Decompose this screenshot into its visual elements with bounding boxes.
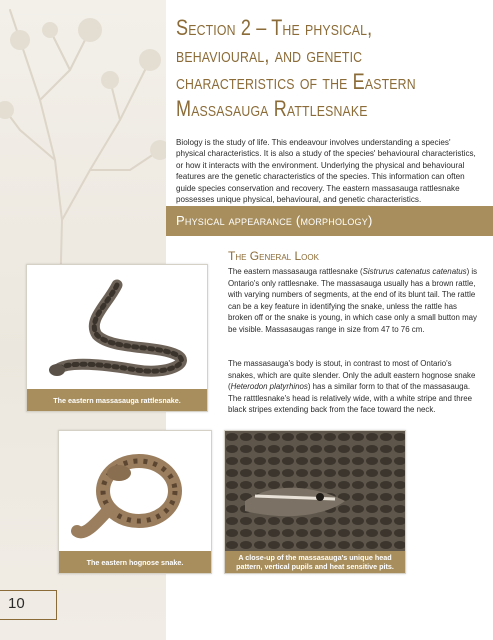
massasauga-photo-card [26, 264, 208, 412]
hognose-photo-card [58, 430, 212, 574]
closeup-caption: A close-up of the massasauga's unique head pattern, vertical pupils and heat sensitive pits. [225, 551, 405, 573]
intro-paragraph: Biology is the study of life. This endeavour involves understanding a species' physical characteristics. It is also a study of the species' behavioural characteristics, or how it interacts with the environment. Underlying the physical and behavioural features are the genetic characteristics of the species. This information can often guide species conservation and recovery. The eastern massasauga rattlesnake possesses unique physical, behavioural, and genetic characteristics. [176, 138, 476, 205]
section-bar-label: Physical appearance (morphology) [176, 213, 373, 228]
scientific-name-hognose: Heterodon platyrhinos [230, 382, 308, 392]
tree-silhouette-illustration [0, 0, 166, 300]
massasauga-closeup-image [225, 431, 405, 551]
paragraph-1 [228, 266, 478, 336]
closeup-photo-card [224, 430, 406, 574]
massasauga-snake-image [27, 265, 207, 389]
hognose-snake-image [59, 431, 211, 551]
paragraph-2 [228, 358, 478, 416]
massasauga-caption: The eastern massasauga rattlesnake. [27, 389, 207, 411]
scientific-name-massasauga: Sistrurus catenatus catenatus [362, 267, 467, 276]
section-bar [166, 206, 493, 236]
subheading: The General Look [228, 249, 319, 263]
paragraph-1-text-a: The eastern massasauga rattlesnake ( [228, 267, 363, 276]
paragraph-2-text-a: The massasauga's body is stout, in contrast to most of Ontario's snakes, which are quite slender. Only the adult eastern hognose snake ( [228, 359, 476, 392]
hognose-caption: The eastern hognose snake. [59, 551, 211, 573]
section-title: Section 2 – The physical, behavioural, and genetic characteristics of the Eastern Massasauga Rattlesnake [176, 15, 416, 121]
paragraph-1-text-b: ) is Ontario's only rattlesnake. The massasauga usually has a brown rattle, with varying numbers of segments, at the end of its blunt tail. The rattle can be a key feature in identifying the snake, unless the rattle has broken off or the snake is young, in which case only a small button may be visible. Massasaugas range in size from 47 to 76 cm. [228, 267, 478, 334]
paragraph-2-text-b: ) has a similar form to that of the massasauga. The ratttlesnake's head is relatively wide, with a white stripe and three black stripes extending back from the face toward the neck. [228, 382, 473, 415]
page-number: 10 [8, 595, 25, 612]
page-number-box [0, 590, 57, 620]
